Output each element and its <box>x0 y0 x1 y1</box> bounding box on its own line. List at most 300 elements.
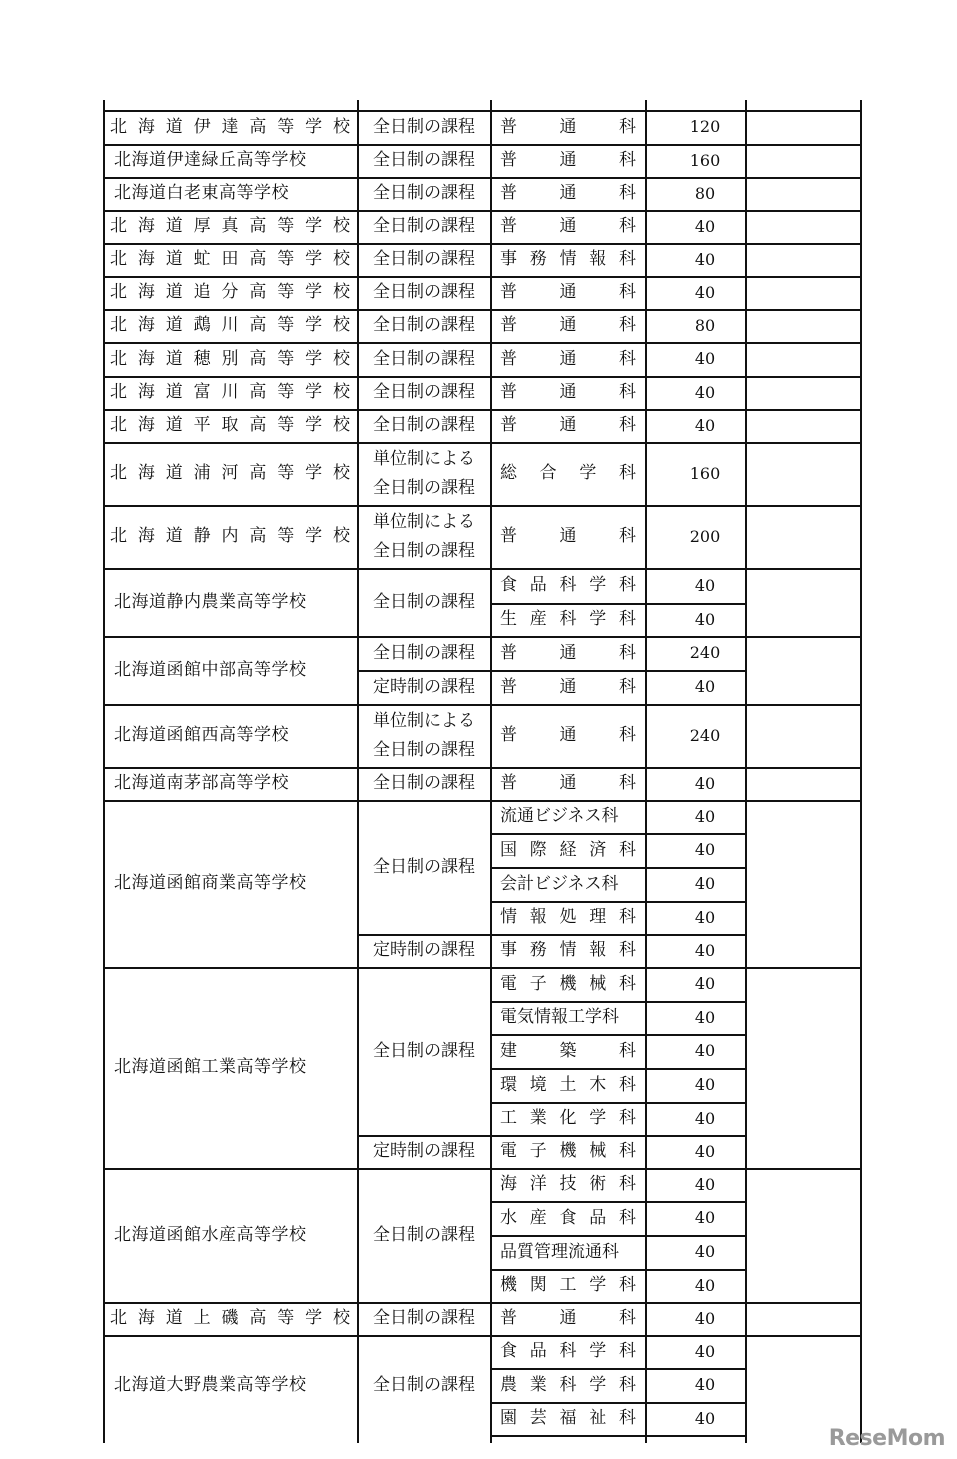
course-type-line: 全日制の課程 <box>373 348 475 369</box>
department-char: 普 <box>500 725 517 746</box>
department-char: 通 <box>559 382 577 403</box>
department-char: 学 <box>589 1108 607 1129</box>
course-type-line: 全日制の課程 <box>373 540 475 561</box>
row-rule <box>745 636 862 638</box>
department <box>500 1034 636 1068</box>
course-type-line: 全日制の課程 <box>373 773 475 793</box>
department-char: 科 <box>619 183 636 204</box>
department-char: 報 <box>589 940 607 961</box>
department-char: 科 <box>619 282 636 303</box>
capacity: 40 <box>694 575 716 595</box>
row-rule <box>745 704 862 706</box>
row-rule <box>745 568 862 570</box>
school-name-char: 等 <box>277 1308 295 1329</box>
capacity: 40 <box>694 1007 716 1027</box>
department-char: 食 <box>559 1207 577 1228</box>
department-char: 洋 <box>529 1174 547 1195</box>
department-char: 通 <box>559 282 577 303</box>
row-rule <box>745 243 862 245</box>
school-name-char: 河 <box>221 463 239 484</box>
department-char: 学 <box>579 463 597 484</box>
course-type <box>362 442 486 505</box>
school-name-char: 校 <box>333 463 350 484</box>
capacity: 40 <box>694 1275 716 1295</box>
school-name-char: 田 <box>221 249 239 270</box>
school-name-char: 別 <box>221 348 239 369</box>
school-name <box>110 342 350 376</box>
department-char: 報 <box>589 249 607 270</box>
school-name-char: 海 <box>137 116 155 137</box>
school-name-char: 高 <box>249 463 267 484</box>
row-rule <box>745 210 862 212</box>
school-name-char: 校 <box>333 216 350 237</box>
department-char: 業 <box>529 1374 547 1395</box>
department: 電気情報工学科 <box>500 1007 619 1028</box>
school-name-char: 等 <box>277 116 295 137</box>
department <box>500 210 636 243</box>
school-name-char: 真 <box>221 216 239 237</box>
capacity: 200 <box>689 526 721 546</box>
column-rule <box>490 100 492 1443</box>
department-char: 科 <box>619 907 636 928</box>
capacity: 240 <box>689 643 721 663</box>
department-char: 産 <box>529 1207 547 1228</box>
department-char: 通 <box>559 642 577 663</box>
capacity: 160 <box>689 150 721 170</box>
department: 会計ビジネス科 <box>500 873 619 894</box>
school-name: 北海道函館工業高等学校 <box>114 1057 307 1078</box>
department-char: 科 <box>619 526 636 547</box>
course-type-line: 全日制の課程 <box>373 382 475 402</box>
department-char: 科 <box>559 1374 577 1395</box>
department <box>500 1302 636 1335</box>
course-type-line: 全日制の課程 <box>373 1308 475 1328</box>
department-char: 普 <box>500 382 517 403</box>
school-name-char: 海 <box>137 382 155 403</box>
school-name-char: 校 <box>333 415 350 436</box>
course-type-line: 全日制の課程 <box>373 116 475 137</box>
department-char: 機 <box>559 1141 577 1162</box>
course-type-line: 定時制の課程 <box>373 940 475 960</box>
school-name-char: 北 <box>110 415 127 436</box>
department-char: 通 <box>559 150 577 171</box>
school-name-char: 道 <box>165 348 183 369</box>
department-char: 処 <box>559 907 577 928</box>
capacity: 40 <box>694 1108 716 1128</box>
department-char: 情 <box>500 907 517 928</box>
department-char: 学 <box>589 1374 607 1395</box>
course-type <box>362 1302 486 1335</box>
school-name-char: 上 <box>193 1308 211 1329</box>
department-char: 済 <box>589 839 607 860</box>
school-name <box>110 243 350 276</box>
department-char: 事 <box>500 249 517 270</box>
school-name: 北海道白老東高等学校 <box>114 183 289 204</box>
department-char: 芸 <box>529 1408 547 1429</box>
department-char: 務 <box>529 940 547 961</box>
column-rule <box>645 100 647 1443</box>
school-name-char: 高 <box>249 282 267 303</box>
department-char: 工 <box>559 1275 577 1296</box>
department-char: 普 <box>500 216 517 237</box>
department-char: 情 <box>559 249 577 270</box>
capacity: 40 <box>694 349 716 369</box>
school-name-char: 北 <box>110 463 127 484</box>
course-type-line: 全日制の課程 <box>373 477 475 498</box>
course-type <box>362 342 486 376</box>
department-char: 科 <box>619 216 636 237</box>
school-name: 北海道南茅部高等学校 <box>114 773 289 794</box>
course-type-line: 定時制の課程 <box>373 676 475 697</box>
department-char: 科 <box>619 1374 636 1395</box>
school-name-char: 海 <box>137 1308 155 1329</box>
school-name-char: 取 <box>221 415 239 436</box>
capacity: 40 <box>694 216 716 236</box>
school-name-char: 道 <box>165 116 183 137</box>
capacity: 40 <box>694 1341 716 1361</box>
school-name: 北海道静内農業高等学校 <box>114 591 307 612</box>
department-char: 通 <box>559 725 577 746</box>
school-name: 北海道函館商業高等学校 <box>114 873 307 894</box>
school-name-char: 高 <box>249 249 267 270</box>
column-rule <box>103 100 105 1443</box>
department-char: 産 <box>529 609 547 630</box>
row-rule <box>745 1168 862 1170</box>
department-char: 通 <box>559 348 577 369</box>
school-name-char: 高 <box>249 382 267 403</box>
department-char: 普 <box>500 348 517 369</box>
department-char: 工 <box>500 1108 517 1129</box>
department-char: 科 <box>619 1341 636 1362</box>
school-name-char: 等 <box>277 216 295 237</box>
school-name-char: 校 <box>333 116 350 137</box>
school-name-char: 平 <box>193 415 211 436</box>
school-name-char: 学 <box>305 116 323 137</box>
department-char: 際 <box>529 839 547 860</box>
course-type <box>362 1135 486 1168</box>
department-char: 土 <box>559 1074 577 1095</box>
course-type <box>362 505 486 568</box>
school-name-char: 学 <box>305 216 323 237</box>
department <box>500 144 636 177</box>
capacity: 160 <box>689 463 721 483</box>
department-char: 品 <box>529 1341 547 1362</box>
capacity: 40 <box>694 1375 716 1395</box>
school-name <box>110 409 350 442</box>
course-type <box>362 409 486 442</box>
capacity: 80 <box>694 315 716 335</box>
school-name-char: 追 <box>193 282 211 303</box>
department <box>500 1168 636 1201</box>
department-char: 水 <box>500 1207 517 1228</box>
department <box>500 1269 636 1302</box>
department <box>500 603 636 636</box>
course-type-line: 全日制の課程 <box>373 282 475 302</box>
school-name-char: 等 <box>277 348 295 369</box>
course-type <box>362 670 486 704</box>
school-name <box>110 505 350 568</box>
department-char: 科 <box>619 315 636 336</box>
school-name-char: 校 <box>333 282 350 303</box>
course-type-line: 全日制の課程 <box>373 1374 475 1395</box>
department-char: 通 <box>559 216 577 237</box>
department-char: 農 <box>500 1374 517 1395</box>
course-type <box>362 568 486 636</box>
department-char: 科 <box>619 973 636 994</box>
school-name-char: 磯 <box>221 1308 239 1329</box>
course-type-line: 全日制の課程 <box>373 216 475 236</box>
course-type-line: 全日制の課程 <box>373 642 475 663</box>
capacity: 40 <box>694 974 716 994</box>
school-name-char: 学 <box>305 348 323 369</box>
school-name-char: 等 <box>277 463 295 484</box>
department <box>500 901 636 934</box>
department-char: 科 <box>619 609 636 630</box>
department <box>500 934 636 967</box>
school-name-char: 道 <box>165 382 183 403</box>
department <box>500 967 636 1001</box>
course-type <box>362 243 486 276</box>
department-char: 祉 <box>589 1408 607 1429</box>
school-name-char: 等 <box>277 315 295 336</box>
capacity: 40 <box>694 609 716 629</box>
department-char: 科 <box>619 676 636 697</box>
row-rule <box>745 767 862 769</box>
department-char: 科 <box>618 463 636 484</box>
course-type <box>362 144 486 177</box>
school-name-char: 学 <box>305 463 323 484</box>
department <box>500 309 636 342</box>
school-name-char: 校 <box>333 1308 350 1329</box>
department <box>500 409 636 442</box>
row-rule <box>745 342 862 344</box>
department <box>500 342 636 376</box>
department-char: 通 <box>559 773 577 794</box>
school-name-char: 静 <box>193 526 211 547</box>
capacity: 240 <box>689 725 721 745</box>
department-char: 科 <box>619 348 636 369</box>
school-name-char: 高 <box>249 216 267 237</box>
course-type <box>362 704 486 767</box>
department-char: 械 <box>589 973 607 994</box>
capacity: 40 <box>694 907 716 927</box>
department-char: 技 <box>559 1174 577 1195</box>
school-name-char: 校 <box>333 348 350 369</box>
school-name-char: 北 <box>110 315 127 336</box>
course-type <box>362 636 486 670</box>
course-type <box>362 767 486 800</box>
school-name-char: 高 <box>249 116 267 137</box>
course-type-line: 全日制の課程 <box>373 591 475 612</box>
capacity: 40 <box>694 874 716 894</box>
department-char: 科 <box>559 609 577 630</box>
school-name-char: 海 <box>137 282 155 303</box>
department-char: 械 <box>589 1141 607 1162</box>
school-name-char: 海 <box>137 415 155 436</box>
department-char: 経 <box>559 839 577 860</box>
capacity: 40 <box>694 1075 716 1095</box>
capacity: 40 <box>694 773 716 793</box>
department-char: 普 <box>500 183 517 204</box>
school-name-char: 厚 <box>193 216 211 237</box>
course-type-line: 全日制の課程 <box>373 150 475 170</box>
capacity: 40 <box>694 1174 716 1194</box>
school-name-char: 高 <box>249 348 267 369</box>
course-type-line: 全日制の課程 <box>373 183 475 203</box>
department-char: 科 <box>619 382 636 403</box>
department-char: 合 <box>539 463 557 484</box>
department-char: 福 <box>559 1408 577 1429</box>
department-char: 科 <box>619 249 636 270</box>
school-name-char: 高 <box>249 315 267 336</box>
department-char: 科 <box>619 1275 636 1296</box>
course-type <box>362 210 486 243</box>
course-type <box>362 276 486 309</box>
department-char: 国 <box>500 839 517 860</box>
course-type <box>362 110 486 144</box>
department-char: 通 <box>559 1308 577 1329</box>
department-char: 普 <box>500 526 517 547</box>
department-char: 通 <box>559 183 577 204</box>
course-type-line: 全日制の課程 <box>373 415 475 435</box>
school-name-char: 北 <box>110 249 127 270</box>
school-name-char: 等 <box>277 282 295 303</box>
school-name-char: 北 <box>110 526 127 547</box>
department <box>500 1368 636 1402</box>
course-type-line: 単位制による <box>373 710 475 731</box>
school-name-char: 分 <box>221 282 239 303</box>
school-name-char: 学 <box>305 315 323 336</box>
department-char: 電 <box>500 1141 517 1162</box>
department-char: 科 <box>619 116 636 137</box>
row-rule <box>745 800 862 802</box>
department <box>500 376 636 409</box>
school-name-char: 海 <box>137 249 155 270</box>
course-type-line: 定時制の課程 <box>373 1141 475 1161</box>
department-char: 科 <box>619 1141 636 1162</box>
department-char: 事 <box>500 940 517 961</box>
school-name-char: 道 <box>165 526 183 547</box>
capacity: 40 <box>694 1242 716 1262</box>
school-name-char: 海 <box>137 526 155 547</box>
department <box>500 1402 636 1435</box>
department-char: 海 <box>500 1174 517 1195</box>
school-name-char: 高 <box>249 1308 267 1329</box>
school-name-char: 等 <box>277 382 295 403</box>
school-name-char: 等 <box>277 249 295 270</box>
department-char: 情 <box>559 940 577 961</box>
department-char: 科 <box>619 1074 636 1095</box>
course-type-line: 全日制の課程 <box>373 1040 475 1061</box>
course-type <box>362 177 486 210</box>
department: 流通ビジネス科 <box>500 806 619 827</box>
school-name-char: 高 <box>249 526 267 547</box>
capacity: 40 <box>694 840 716 860</box>
school-name-char: 学 <box>305 526 323 547</box>
row-rule <box>745 309 862 311</box>
capacity: 40 <box>694 1408 716 1428</box>
department <box>500 177 636 210</box>
column-rule <box>860 100 862 1443</box>
department-char: 品 <box>529 575 547 596</box>
department-char: 普 <box>500 150 517 171</box>
course-type-line: 全日制の課程 <box>373 249 475 269</box>
department <box>500 767 636 800</box>
department-char: 化 <box>559 1108 577 1129</box>
course-type <box>362 1168 486 1302</box>
school-name-char: 校 <box>333 315 350 336</box>
capacity: 40 <box>694 282 716 302</box>
row-rule <box>745 505 862 507</box>
school-name-char: 海 <box>137 348 155 369</box>
department <box>500 505 636 568</box>
department-char: 園 <box>500 1408 517 1429</box>
capacity: 40 <box>694 806 716 826</box>
department-char: 通 <box>559 315 577 336</box>
school-name-char: 北 <box>110 116 127 137</box>
department-char: 普 <box>500 315 517 336</box>
department-char: 木 <box>589 1074 607 1095</box>
school-name-char: 学 <box>305 382 323 403</box>
department-char: 務 <box>529 249 547 270</box>
department-char: 普 <box>500 116 517 137</box>
department <box>500 568 636 603</box>
department <box>500 442 636 505</box>
capacity: 40 <box>694 249 716 269</box>
department <box>500 704 636 767</box>
resemom-watermark: ReseMom <box>828 1426 945 1451</box>
department-char: 理 <box>589 907 607 928</box>
department-char: 品 <box>589 1207 607 1228</box>
capacity: 40 <box>694 1308 716 1328</box>
school-name: 北海道伊達緑丘高等学校 <box>114 150 307 171</box>
department <box>500 1201 636 1235</box>
capacity: 40 <box>694 415 716 435</box>
department <box>500 1135 636 1168</box>
department-char: 通 <box>559 526 577 547</box>
school-name <box>110 276 350 309</box>
school-name <box>110 442 350 505</box>
school-name-char: 等 <box>277 526 295 547</box>
school-name-char: 北 <box>110 382 127 403</box>
capacity: 80 <box>694 183 716 203</box>
row-rule <box>745 177 862 179</box>
row-rule <box>745 967 862 969</box>
department-char: 科 <box>619 839 636 860</box>
school-name-char: 浦 <box>193 463 211 484</box>
department-char: 科 <box>559 575 577 596</box>
department-char: 築 <box>559 1040 577 1061</box>
school-name-char: 鵡 <box>193 315 211 336</box>
department-char: 生 <box>500 609 517 630</box>
department: 品質管理流通科 <box>500 1241 619 1262</box>
department-char: 建 <box>500 1040 517 1061</box>
school-name-char: 達 <box>221 116 239 137</box>
school-name-char: 伊 <box>193 116 211 137</box>
department-char: 子 <box>529 973 547 994</box>
department-char: 機 <box>559 973 577 994</box>
department-char: 科 <box>619 1308 636 1329</box>
school-name-char: 内 <box>221 526 239 547</box>
school-name-char: 学 <box>305 415 323 436</box>
school-name-char: 穂 <box>193 348 211 369</box>
department-char: 学 <box>589 575 607 596</box>
department-char: 科 <box>619 1174 636 1195</box>
school-name-char: 北 <box>110 216 127 237</box>
department-char: 環 <box>500 1074 517 1095</box>
school-name <box>110 110 350 144</box>
department-char: 業 <box>529 1108 547 1129</box>
